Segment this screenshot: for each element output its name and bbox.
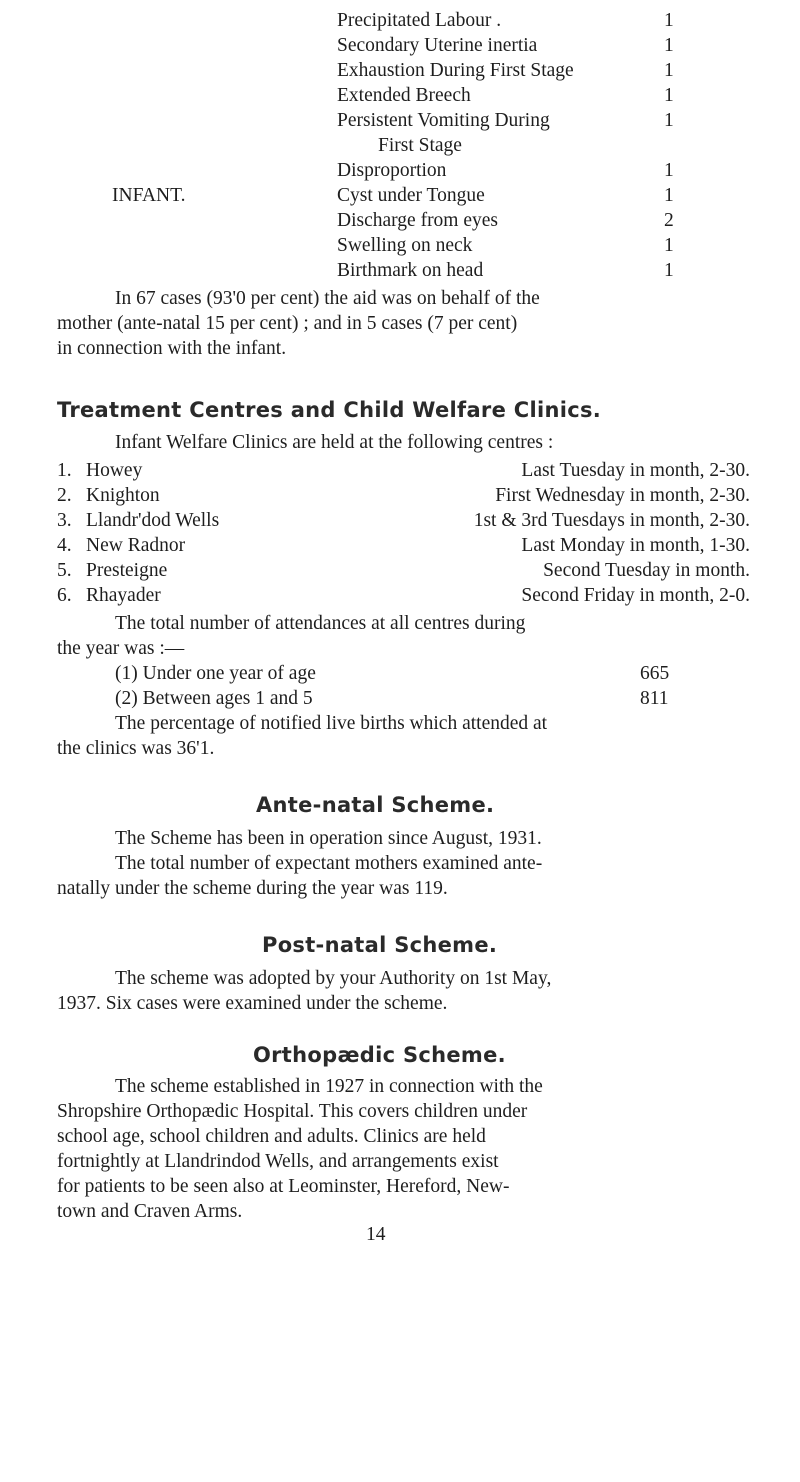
orthopaedic-line: for patients to be seen also at Leominster, Hereford, New- (57, 1176, 510, 1197)
complication-label: Extended Breech (337, 85, 471, 106)
list-item (0, 108, 800, 133)
orthopaedic-line: town and Craven Arms. (57, 1201, 243, 1222)
infant-complication-count: 1 (664, 260, 674, 281)
infant-complication-label: Cyst under Tongue (337, 185, 485, 206)
complication-count: 1 (664, 160, 674, 181)
centre-number: 2. (57, 485, 72, 506)
attendance-value: 665 (640, 663, 670, 684)
centre-name: New Radnor (86, 535, 186, 556)
summary-line: in connection with the infant. (57, 338, 287, 359)
complication-label: Disproportion (337, 160, 447, 181)
centre-schedule: Last Tuesday in month, 2-30. (521, 460, 750, 481)
summary-line: In 67 cases (93'0 per cent) the aid was on behalf of the (115, 288, 540, 309)
antenatal-line: The Scheme has been in operation since August, 1931. (115, 828, 542, 849)
infant-complication-label: Swelling on neck (337, 235, 473, 256)
list-item (0, 558, 800, 583)
attendance-value: 811 (640, 688, 669, 709)
list-item (0, 508, 800, 533)
percentage-text: The percentage of notified live births which attended at (115, 713, 548, 734)
centre-number: 6. (57, 585, 72, 606)
list-item (0, 208, 800, 233)
list-item (0, 483, 800, 508)
list-item (0, 533, 800, 558)
list-item (0, 133, 800, 158)
complication-count: 1 (664, 85, 674, 106)
attendance-text: the year was :— (57, 638, 185, 659)
page-number: 14 (366, 1224, 386, 1245)
treatment-intro: Infant Welfare Clinics are held at the following centres : (115, 432, 554, 453)
summary-line: mother (ante-natal 15 per cent) ; and in 5 cases (7 per cent) (57, 313, 518, 334)
centre-name: Knighton (86, 485, 160, 506)
attendance-label: (1) Under one year of age (115, 663, 316, 684)
centre-number: 5. (57, 560, 72, 581)
antenatal-line: natally under the scheme during the year was 119. (57, 878, 448, 899)
list-item (0, 8, 800, 33)
list-item (0, 183, 800, 208)
attendance-label: (2) Between ages 1 and 5 (115, 688, 313, 709)
centre-name: Howey (86, 460, 143, 481)
list-item (0, 258, 800, 283)
centre-schedule: Second Tuesday in month. (543, 560, 750, 581)
infant-complication-label: Discharge from eyes (337, 210, 498, 231)
centre-schedule: 1st & 3rd Tuesdays in month, 2-30. (473, 510, 750, 531)
infant-complication-label: Birthmark on head (337, 260, 484, 281)
infant-label: INFANT. (112, 185, 186, 206)
centre-schedule: First Wednesday in month, 2-30. (495, 485, 750, 506)
orthopaedic-line: Shropshire Orthopædic Hospital. This covers children under (57, 1101, 528, 1122)
list-item (0, 58, 800, 83)
complication-label: Precipitated Labour . (337, 10, 502, 31)
list-item (0, 583, 800, 608)
postnatal-line: 1937. Six cases were examined under the scheme. (57, 993, 448, 1014)
list-item (0, 33, 800, 58)
section-heading-antenatal: Ante-natal Scheme. (256, 793, 495, 817)
list-item (0, 158, 800, 183)
complication-count: 1 (664, 60, 674, 81)
section-heading-postnatal: Post-natal Scheme. (262, 933, 498, 957)
attendance-text: The total number of attendances at all centres during (115, 613, 526, 634)
centre-schedule: Second Friday in month, 2-0. (521, 585, 750, 606)
complication-count: 1 (664, 110, 674, 131)
centre-name: Presteigne (86, 560, 168, 581)
complication-label: Persistent Vomiting During (337, 110, 550, 131)
list-item (0, 686, 800, 711)
list-item (0, 458, 800, 483)
complication-count: 1 (664, 35, 674, 56)
centre-number: 3. (57, 510, 72, 531)
list-item (0, 83, 800, 108)
complication-label: Exhaustion During First Stage (337, 60, 574, 81)
infant-complication-count: 1 (664, 235, 674, 256)
section-heading-orthopaedic: Orthopædic Scheme. (253, 1043, 506, 1067)
complication-label: Secondary Uterine inertia (337, 35, 538, 56)
centre-schedule: Last Monday in month, 1-30. (521, 535, 750, 556)
postnatal-line: The scheme was adopted by your Authority on 1st May, (115, 968, 552, 989)
orthopaedic-line: fortnightly at Llandrindod Wells, and arrangements exist (57, 1151, 499, 1172)
complication-label: First Stage (378, 135, 462, 156)
centre-name: Rhayader (86, 585, 161, 606)
percentage-text: the clinics was 36'1. (57, 738, 215, 759)
antenatal-line: The total number of expectant mothers examined ante- (115, 853, 543, 874)
complication-count: 1 (664, 10, 674, 31)
orthopaedic-line: school age, school children and adults. Clinics are held (57, 1126, 486, 1147)
centre-name: Llandr'dod Wells (86, 510, 220, 531)
centre-number: 1. (57, 460, 72, 481)
centre-number: 4. (57, 535, 72, 556)
list-item (0, 661, 800, 686)
list-item (0, 233, 800, 258)
infant-complication-count: 2 (664, 210, 674, 231)
section-heading-treatment: Treatment Centres and Child Welfare Clinics. (57, 398, 602, 422)
infant-complication-count: 1 (664, 185, 674, 206)
orthopaedic-line: The scheme established in 1927 in connection with the (115, 1076, 543, 1097)
